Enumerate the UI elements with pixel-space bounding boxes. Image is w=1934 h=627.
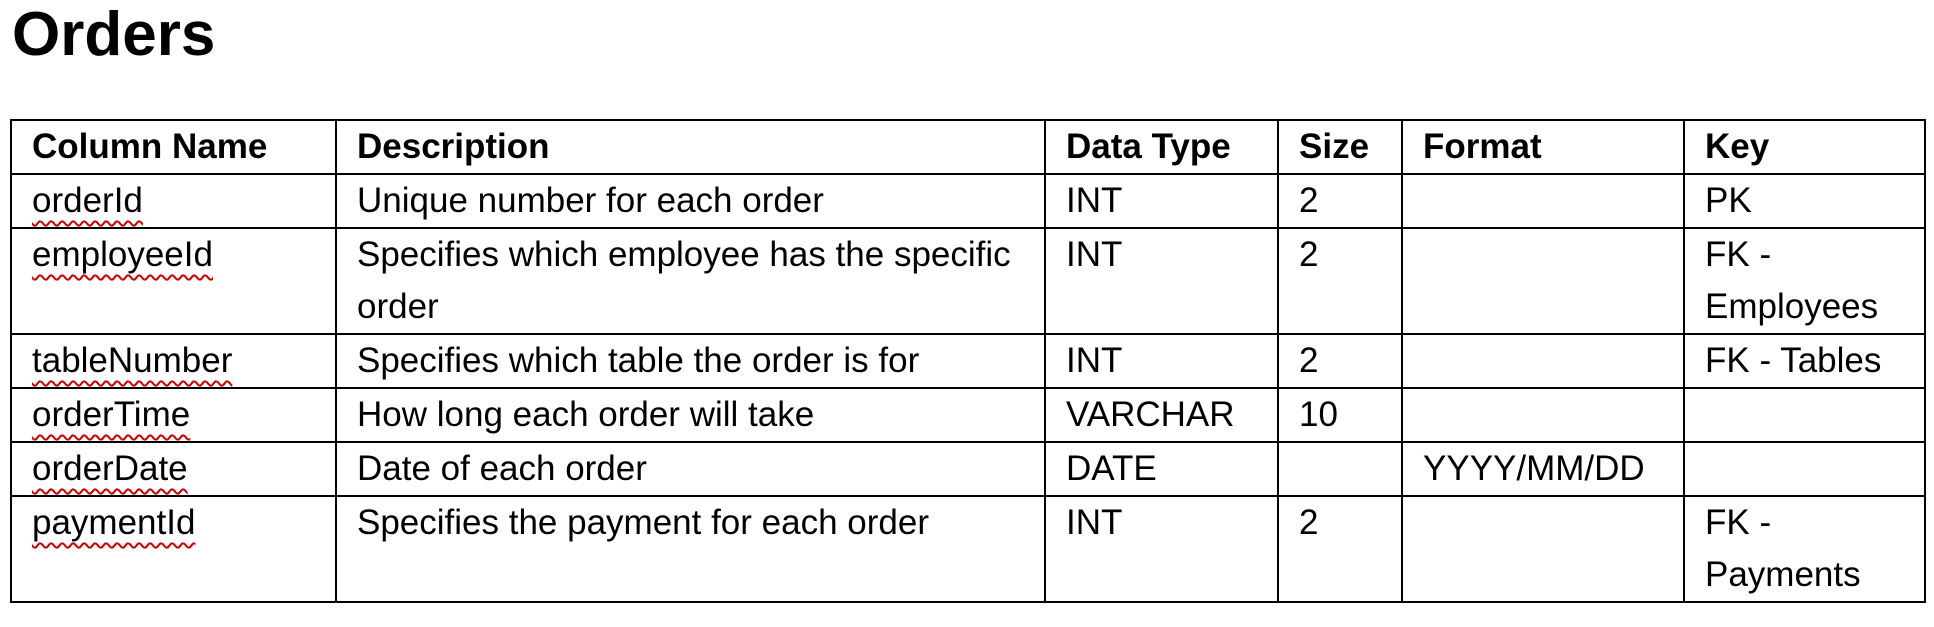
cell-size[interactable] <box>1278 442 1402 496</box>
cell-description[interactable]: Specifies which table the order is for <box>336 334 1045 388</box>
cell-data-type[interactable]: DATE <box>1045 442 1278 496</box>
cell-data-type[interactable]: INT <box>1045 334 1278 388</box>
table-row <box>11 496 1925 602</box>
cell-column-name[interactable] <box>11 388 336 442</box>
cell-size[interactable]: 2 <box>1278 174 1402 228</box>
cell-size[interactable]: 2 <box>1278 228 1402 334</box>
table-row <box>11 442 1925 496</box>
header-column-name: Column Name <box>11 120 336 174</box>
cell-column-name[interactable] <box>11 334 336 388</box>
cell-description[interactable]: Specifies the payment for each order <box>336 496 1045 602</box>
cell-column-name[interactable] <box>11 442 336 496</box>
column-name-text: orderId <box>32 181 143 220</box>
page-title: Orders <box>12 0 216 69</box>
table-row <box>11 334 1925 388</box>
table-header-row <box>11 120 1925 174</box>
column-name-text: tableNumber <box>32 341 233 380</box>
cell-key[interactable]: FK - Tables <box>1684 334 1925 388</box>
header-description: Description <box>336 120 1045 174</box>
data-dictionary-table <box>10 119 1926 603</box>
cell-size[interactable]: 2 <box>1278 334 1402 388</box>
cell-size[interactable]: 10 <box>1278 388 1402 442</box>
cell-key[interactable]: FK - Payments <box>1684 496 1925 602</box>
cell-data-type[interactable]: INT <box>1045 496 1278 602</box>
cell-column-name[interactable] <box>11 228 336 334</box>
column-name-text: orderTime <box>32 395 191 434</box>
cell-key[interactable] <box>1684 442 1925 496</box>
cell-format[interactable] <box>1402 334 1684 388</box>
cell-key[interactable]: PK <box>1684 174 1925 228</box>
cell-key[interactable] <box>1684 388 1925 442</box>
cell-description[interactable]: Unique number for each order <box>336 174 1045 228</box>
cell-format[interactable] <box>1402 388 1684 442</box>
cell-size[interactable]: 2 <box>1278 496 1402 602</box>
cell-data-type[interactable]: INT <box>1045 174 1278 228</box>
cell-format[interactable] <box>1402 174 1684 228</box>
cell-description[interactable]: Date of each order <box>336 442 1045 496</box>
cell-format[interactable] <box>1402 228 1684 334</box>
cell-description[interactable]: Specifies which employee has the specific order <box>336 228 1045 334</box>
cell-description[interactable]: How long each order will take <box>336 388 1045 442</box>
column-name-text: employeeId <box>32 235 213 274</box>
cell-format[interactable]: YYYY/MM/DD <box>1402 442 1684 496</box>
cell-data-type[interactable]: VARCHAR <box>1045 388 1278 442</box>
cell-data-type[interactable]: INT <box>1045 228 1278 334</box>
cell-format[interactable] <box>1402 496 1684 602</box>
cell-column-name[interactable] <box>11 496 336 602</box>
header-key: Key <box>1684 120 1925 174</box>
column-name-text: paymentId <box>32 503 196 542</box>
header-format: Format <box>1402 120 1684 174</box>
header-data-type: Data Type <box>1045 120 1278 174</box>
table-row <box>11 228 1925 334</box>
cell-key[interactable]: FK - Employees <box>1684 228 1925 334</box>
table-row <box>11 174 1925 228</box>
cell-column-name[interactable] <box>11 174 336 228</box>
column-name-text: orderDate <box>32 449 188 488</box>
table-row <box>11 388 1925 442</box>
header-size: Size <box>1278 120 1402 174</box>
